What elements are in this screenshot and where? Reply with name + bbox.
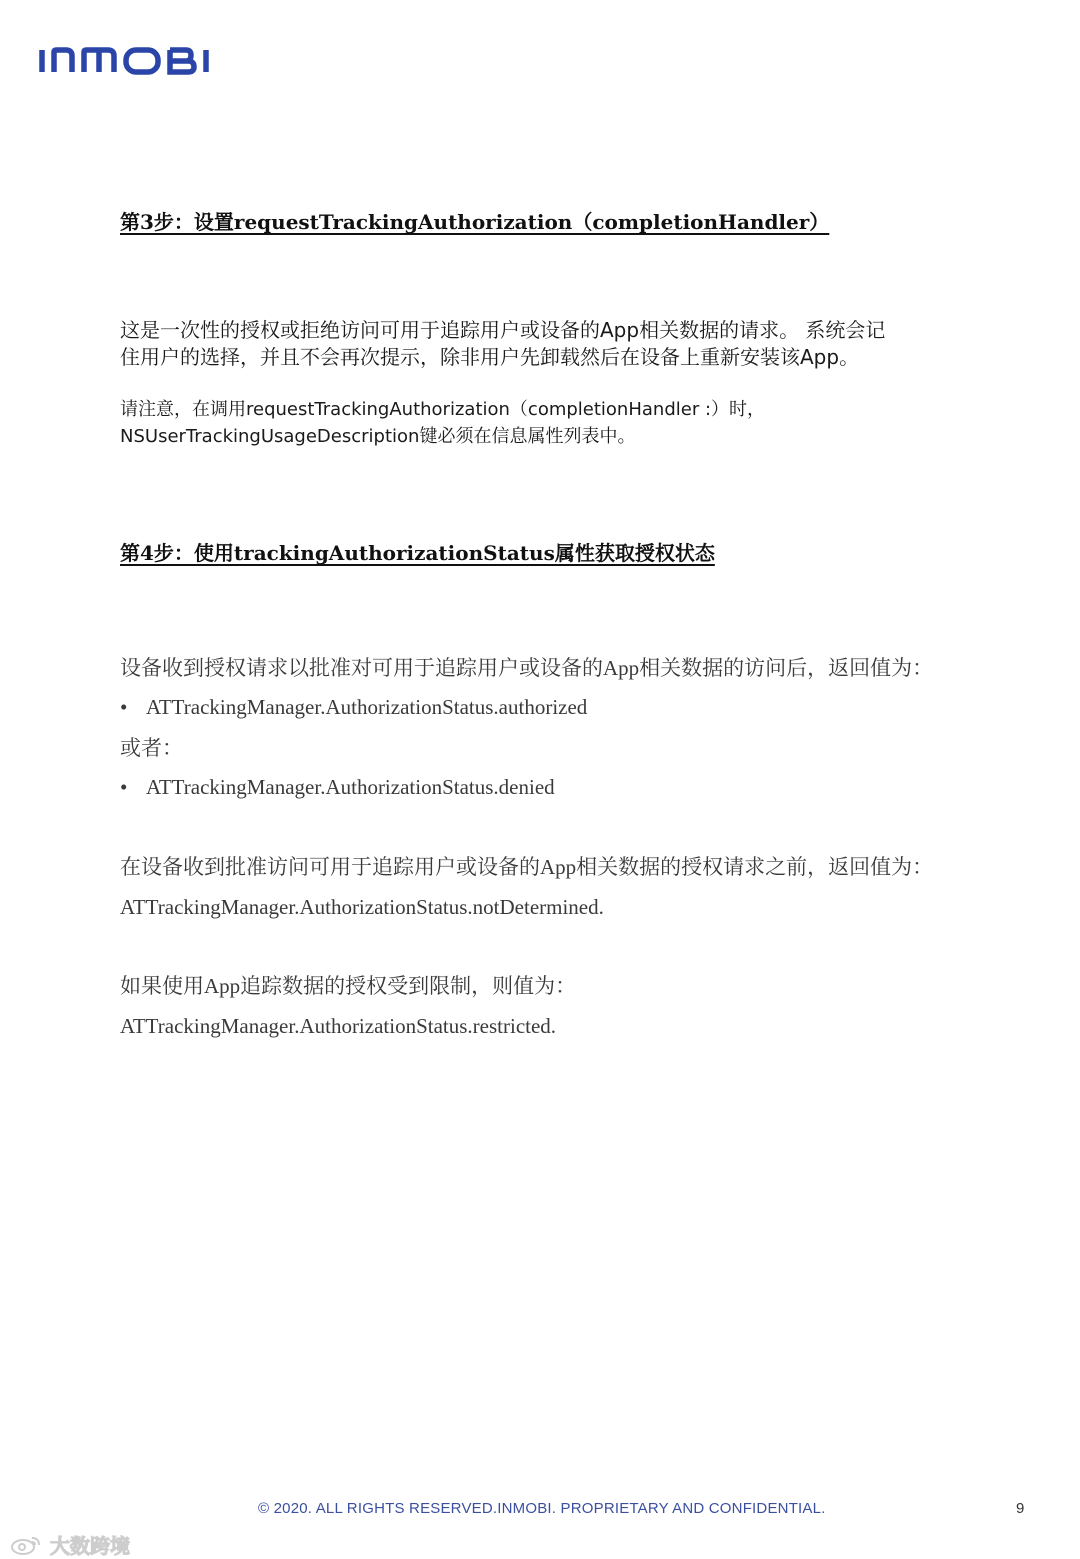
restricted-text: 如果使用App追踪数据的授权受到限制，则值为： <box>120 974 577 998</box>
weibo-like-icon <box>10 1534 44 1556</box>
step3-paragraph-1-line-2: 住用户的选择，并且不会再次提示，除非用户先卸载然后在设备上重新安装该App。 <box>120 345 860 369</box>
or-text: 或者： <box>120 736 183 760</box>
status-not-determined: ATTrackingManager.AuthorizationStatus.notDetermined. <box>120 895 604 919</box>
inmobi-logo <box>38 44 218 82</box>
list-item <box>120 695 587 720</box>
step3-paragraph-1-line-1: 这是一次性的授权或拒绝访问可用于追踪用户或设备的App相关数据的请求。 系统会记 <box>120 318 886 342</box>
watermark-text: 大数跨境 <box>50 1534 130 1558</box>
watermark <box>10 1530 130 1559</box>
status-authorized: ATTrackingManager.AuthorizationStatus.authorized <box>146 695 588 719</box>
bullet-icon: • <box>120 775 128 799</box>
step3-paragraph-2-line-2: NSUserTrackingUsageDescription键必须在信息属性列表中。 <box>120 426 636 447</box>
status-restricted: ATTrackingManager.AuthorizationStatus.restricted. <box>120 1014 557 1038</box>
bullet-icon: • <box>120 695 128 719</box>
status-denied: ATTrackingManager.AuthorizationStatus.denied <box>146 775 555 799</box>
step3-paragraph-2-line-1: 请注意，在调用requestTrackingAuthorization（completionHandler :）时， <box>120 399 766 420</box>
inmobi-logo-mark <box>38 44 218 78</box>
list-item <box>120 775 555 800</box>
before-request-text: 在设备收到批准访问可用于追踪用户或设备的App相关数据的授权请求之前，返回值为： <box>120 855 934 879</box>
page-number: 9 <box>1016 1500 1025 1517</box>
step3-heading: 第3步：设置requestTrackingAuthorization（completionHandler） <box>120 210 830 234</box>
step4-heading: 第4步：使用trackingAuthorizationStatus属性获取授权状态 <box>120 541 715 565</box>
step4-intro: 设备收到授权请求以批准对可用于追踪用户或设备的App相关数据的访问后，返回值为： <box>120 656 934 680</box>
footer-copyright: © 2020. ALL RIGHTS RESERVED.INMOBI. PROPRIETARY AND CONFIDENTIAL. <box>258 1500 826 1517</box>
